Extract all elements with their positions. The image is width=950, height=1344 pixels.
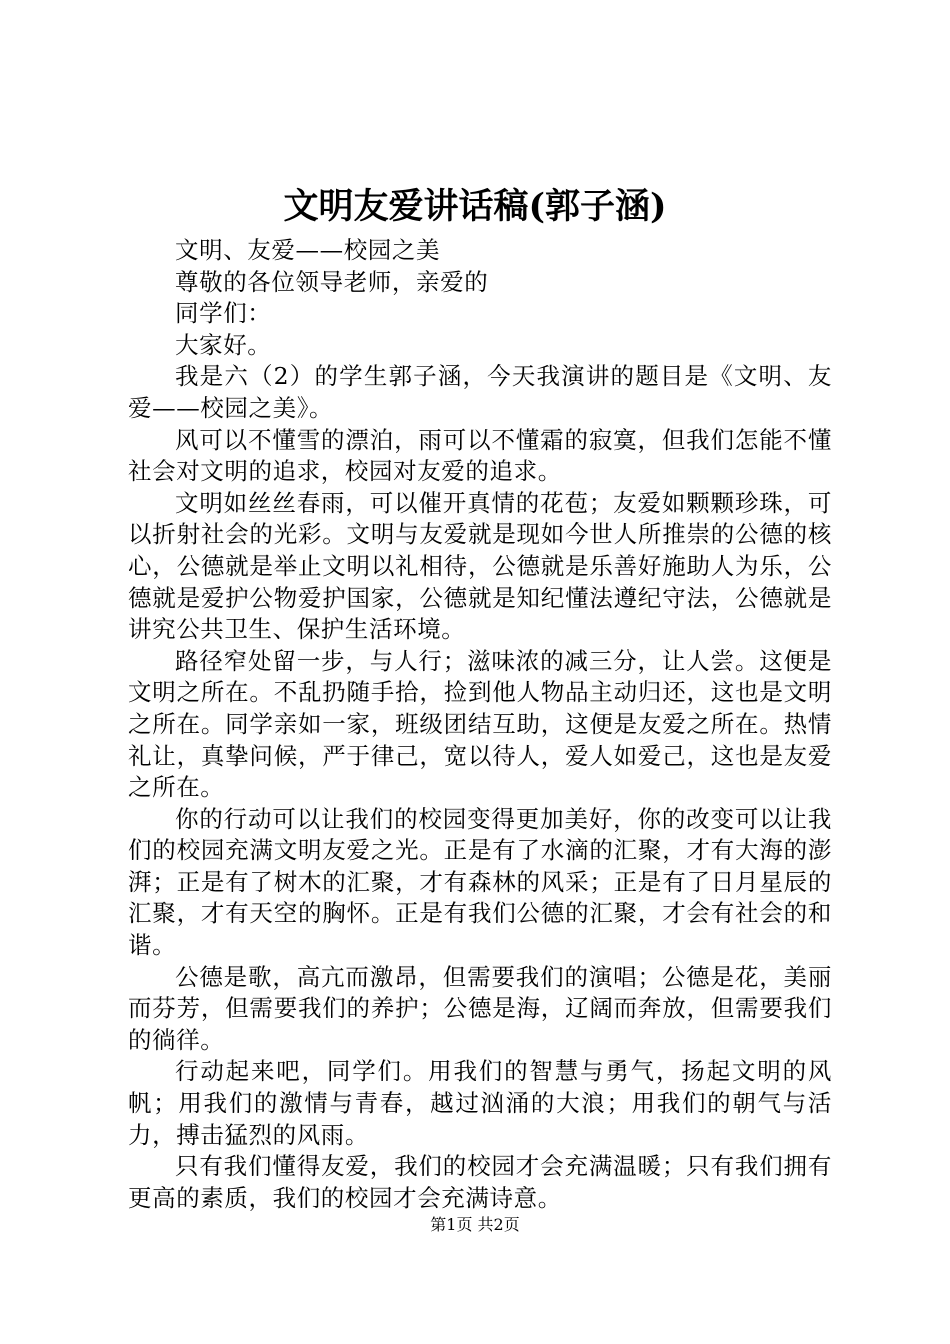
paragraph-body: 你的行动可以让我们的校园变得更加美好，你的改变可以让我们的校园充满文明友爱之光。正是有了水滴的汇聚，才有大海的澎湃；正是有了树木的汇聚，才有森林的风采；正是有了日月星辰的汇聚，才有天空的胸怀。正是有我们公德的汇聚，才会有社会的和谐。: [128, 804, 832, 960]
document-body: [128, 235, 832, 1214]
paragraph-body: 文明如丝丝春雨，可以催开真情的花苞；友爱如颗颗珍珠，可以折射社会的光彩。文明与友爱就是现如今世人所推崇的公德的核心，公德就是举止文明以礼相待，公德就是乐善好施助人为乐，公德就是爱护公物爱护国家，公德就是知纪懂法遵纪守法，公德就是讲究公共卫生、保护生活环境。: [128, 488, 832, 644]
paragraph-body: 公德是歌，高亢而激昂，但需要我们的演唱；公德是花，美丽而芬芳，但需要我们的养护；公德是海，辽阔而奔放，但需要我们的徜徉。: [128, 962, 832, 1054]
paragraph-greeting: 大家好。: [175, 330, 272, 359]
paragraph-salutation-cont: 同学们：: [175, 299, 272, 328]
paragraph-intro: 我是六（2）的学生郭子涵，今天我演讲的题目是《文明、友爱——校园之美》。: [128, 362, 832, 422]
document-title: 文明友爱讲话稿(郭子涵): [283, 186, 667, 227]
paragraph-body: 路径窄处留一步，与人行；滋味浓的减三分，让人尝。这便是文明之所在。不乱扔随手拾，捡到他人物品主动归还，这也是文明之所在。同学亲如一家，班级团结互助，这便是友爱之所在。热情礼让，真挚问候，严于律己，宽以待人，爱人如爱己，这也是友爱之所在。: [128, 646, 832, 802]
paragraph-body: 行动起来吧，同学们。用我们的智慧与勇气，扬起文明的风帆；用我们的激情与青春，越过汹涌的大浪；用我们的朝气与活力，搏击猛烈的风雨。: [128, 1057, 832, 1149]
paragraph-body: 风可以不懂雪的漂泊，雨可以不懂霜的寂寞，但我们怎能不懂社会对文明的追求，校园对友爱的追求。: [128, 425, 832, 486]
paragraph-subtitle: 文明、友爱——校园之美: [175, 236, 441, 264]
page-number-footer: 第1页 共2页: [430, 1215, 520, 1234]
paragraph-body: 只有我们懂得友爱，我们的校园才会充满温暖；只有我们拥有更高的素质，我们的校园才会充满诗意。: [128, 1152, 832, 1212]
paragraph-salutation: 尊敬的各位领导老师，亲爱的: [175, 267, 489, 296]
